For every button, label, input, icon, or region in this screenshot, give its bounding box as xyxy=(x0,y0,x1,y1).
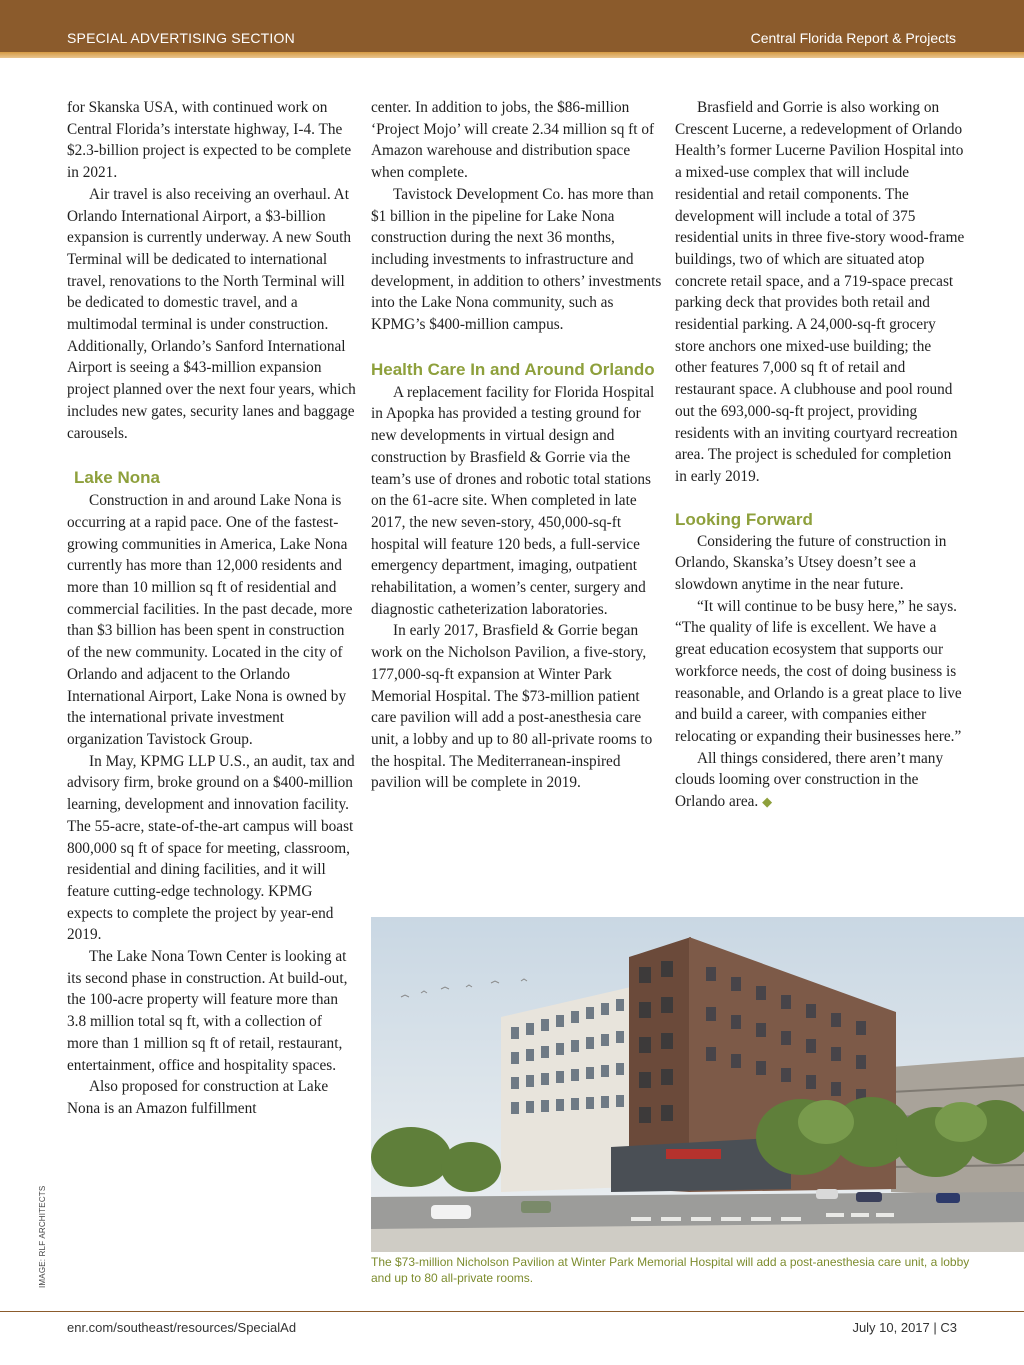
paragraph: Also proposed for construction at Lake Nona is an Amazon fulfillment xyxy=(67,1078,329,1117)
paragraph: “It will continue to be busy here,” he says. “The quality of life is excellent. We have a great education ecosystem that supports our workforce needs, the cost of doing business is reasonable, and Orlando is a great place to live and build a career, with companies either relocating or expanding their businesses here.” xyxy=(675,597,962,745)
final-text: All things considered, there aren’t many clouds looming over construction in the Orlando area. xyxy=(675,749,944,811)
image-credit: IMAGE: RLF ARCHITECTS xyxy=(38,1185,47,1288)
end-mark-icon: ◆ xyxy=(762,794,773,810)
article-column-3 xyxy=(675,97,965,813)
paragraph: center. In addition to jobs, the $86-million ‘Project Mojo’ will create 2.34 million sq ft of Amazon warehouse and distribution space when complete. xyxy=(371,99,655,182)
heading-health-care: Health Care In and Around Orlando xyxy=(371,359,655,379)
footer-url: enr.com/southeast/resources/SpecialAd xyxy=(67,1320,297,1335)
paragraph: In May, KPMG LLP U.S., an audit, tax and advisory firm, broke ground on a $400-million learning, development and innovation facility. The 55-acre, state-of-the-art campus will boast 800,000 sq ft of space for meeting, classroom, residential and dining facilities, and it will feature cutting-edge technology. KPMG expects to complete the project by year-end 2019. xyxy=(67,752,355,944)
heading-looking-forward: Looking Forward xyxy=(675,509,813,529)
footer-rule xyxy=(0,1311,1024,1312)
paragraph: A replacement facility for Florida Hospital in Apopka has provided a testing ground for new developments in virtual design and construction by Brasfield & Gorrie via the team’s use of drones and robotic total stations on the 61-acre site. When completed in late 2017, the new seven-story, 450,000-sq-ft hospital will feature 120 beds, a full-service emergency department, imaging, outpatient rehabilitation, a women’s center, surgery and diagnostic catheterization laboratories. xyxy=(371,383,655,618)
heading-lake-nona: Lake Nona xyxy=(74,468,160,488)
paragraph: Construction in and around Lake Nona is occurring at a rapid pace. One of the fastest-growing communities in America, Lake Nona currently has more than 12,000 residents and more than 10 million sq ft of residential and commercial facilities. In the past decade, more than $3 billion has been spent in construction of the new community. Located in the city of Orlando and adjacent to the Orlando International Airport, Lake Nona is owned by the international private investment organization Tavistock Group. xyxy=(67,492,353,748)
paragraph: Air travel is also receiving an overhaul. At Orlando International Airport, a $3-billion expansion is currently underway. A new South Terminal will be dedicated to international travel, renovations to the North Terminal will be dedicated to domestic travel, and a multimodal terminal is under construction. Additionally, Orlando’s Sanford International Airport is seeing a $43-million expansion project planned over the next four years, which includes new gates, security lanes and baggage carousels. xyxy=(67,185,356,442)
article-column-1 xyxy=(67,97,357,1120)
article-column-2 xyxy=(371,97,663,794)
footer-date-page: July 10, 2017 | C3 xyxy=(852,1320,957,1335)
header-accent-stripe xyxy=(0,52,1024,58)
section-label: SPECIAL ADVERTISING SECTION xyxy=(67,30,295,46)
paragraph: for Skanska USA, with continued work on Central Florida’s interstate highway, I-4. The $2.3-billion project is expected to be complete in 2021. xyxy=(67,99,352,182)
publication-title: Central Florida Report & Projects xyxy=(750,30,956,46)
paragraph: Brasfield and Gorrie is also working on Crescent Lucerne, a redevelopment of Orlando Health’s former Lucerne Pavilion Hospital into a mixed-use complex that will include residential and retail components. The development will include a total of 375 residential units in three five-story wood-frame buildings, two of which are situated atop concrete retail space, and a 719-space precast parking deck that provides both retail and residential parking. A 24,000-sq-ft grocery store anchors one mixed-use building; the other features 7,000 sq ft of retail and restaurant space. A clubhouse and pool round out the 693,000-sq-ft project, providing residents with an inviting courtyard recreation area. The project is scheduled for completion in early 2019. xyxy=(675,99,965,485)
paragraph: Tavistock Development Co. has more than $1 billion in the pipeline for Lake Nona construction during the next 36 months, including investments to infrastructure and development, in addition to others’ investments into the Lake Nona community, such as KPMG’s $400-million campus. xyxy=(371,185,662,334)
paragraph: Considering the future of construction in Orlando, Skanska’s Utsey doesn’t see a slowdown anytime in the near future. xyxy=(675,532,947,594)
paragraph: In early 2017, Brasfield & Gorrie began work on the Nicholson Pavilion, a five-story, 177,000-sq-ft expansion at Winter Park Memorial Hospital. The $73-million patient care pavilion will add a post-anesthesia care unit, a lobby and up to 80 all-private rooms to the hospital. The Mediterranean-inspired pavilion will be complete in 2019. xyxy=(371,622,653,792)
header-bar xyxy=(0,0,1024,52)
figure-caption: The $73-million Nicholson Pavilion at Winter Park Memorial Hospital will add a post-anesthesia care unit, a lobby and up to 80 all-private rooms. xyxy=(371,1255,970,1285)
paragraph-final xyxy=(675,748,965,813)
building-rendering-image xyxy=(371,917,1024,1252)
paragraph: The Lake Nona Town Center is looking at its second phase in construction. At build-out, the 100-acre property will feature more than 3.8 million total sq ft, with a collection of more than 1 million sq ft of retail, restaurant, entertainment, office and hospitality spaces. xyxy=(67,948,348,1074)
